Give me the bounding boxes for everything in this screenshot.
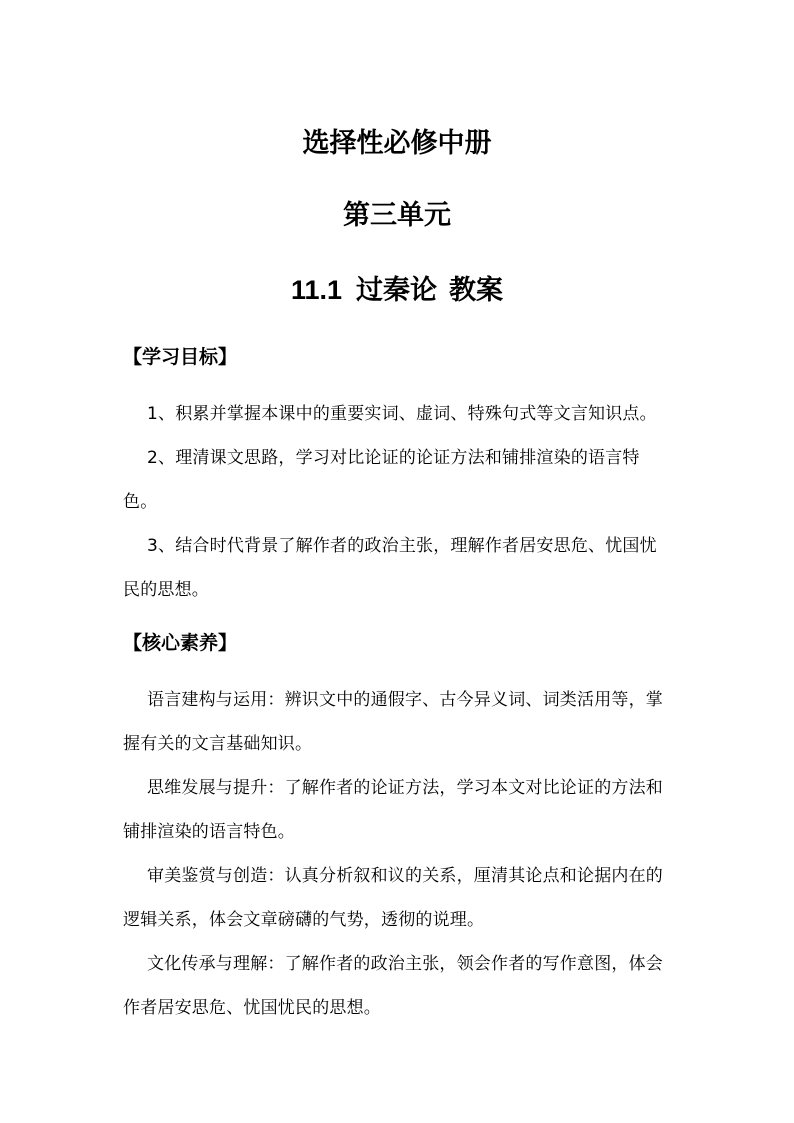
lesson-number: 11.1 xyxy=(290,275,343,305)
lesson-title xyxy=(0,272,794,309)
lesson-name: 过秦论 xyxy=(356,275,438,306)
book-title: 选择性必修中册 xyxy=(302,128,492,159)
objective-item: 1、积累并掌握本课中的重要实词、虚词、特殊句式等文言知识点。 xyxy=(147,404,657,424)
unit-title: 第三单元 xyxy=(343,200,451,231)
objective-item: 3、结合时代背景了解作者的政治主张，理解作者居安思危、忧国忧民的思想。 xyxy=(123,536,657,600)
literacy-item: 审美鉴赏与创造：认真分析叙和议的关系，厘清其论点和论据内在的逻辑关系，体会文章磅礴的气势，透彻的说理。 xyxy=(123,866,663,930)
literacy-item: 语言建构与运用：辨识文中的通假字、古今异义词、词类活用等，掌握有关的文言基础知识。 xyxy=(123,690,663,754)
doc-type: 教案 xyxy=(449,275,504,306)
objective-item: 2、理清课文思路，学习对比论证的论证方法和铺排渲染的语言特色。 xyxy=(123,448,640,512)
objectives-heading: 【学习目标】 xyxy=(123,346,238,368)
literacy-heading: 【核心素养】 xyxy=(123,632,238,654)
literacy-item: 文化传承与理解：了解作者的政治主张，领会作者的写作意图，体会作者居安思危、忧国忧民的思想。 xyxy=(123,954,663,1018)
literacy-item: 思维发展与提升：了解作者的论证方法，学习本文对比论证的方法和铺排渲染的语言特色。 xyxy=(123,778,663,842)
